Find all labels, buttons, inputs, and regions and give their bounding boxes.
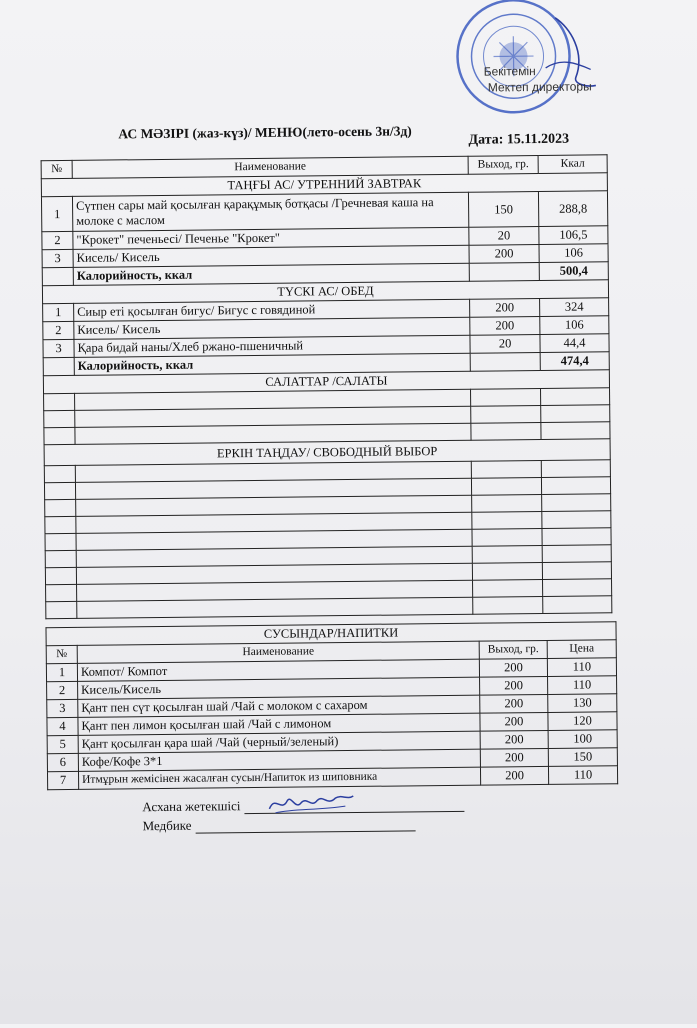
row-kcal: 106 bbox=[540, 316, 609, 335]
row-output: 200 bbox=[480, 694, 548, 713]
row-name: Қант пен сүт қосылған шай /Чай с молоком с сахаром bbox=[78, 695, 480, 717]
date-line bbox=[468, 132, 569, 149]
header-price: Цена bbox=[547, 640, 616, 659]
row-num: 1 bbox=[41, 196, 72, 231]
row-name: Итмұрын жемісінен жасалған сусын/Напиток из шиповника bbox=[78, 767, 480, 789]
row-num: 3 bbox=[42, 249, 73, 267]
header-num: № bbox=[46, 645, 77, 663]
row-num: 2 bbox=[43, 321, 74, 339]
row-price: 110 bbox=[548, 766, 617, 785]
row-output: 200 bbox=[480, 748, 548, 767]
header-output: Выход, гр. bbox=[468, 156, 538, 175]
section-lunch: ТҮСКІ АС/ ОБЕД bbox=[42, 280, 608, 304]
section-breakfast: ТАҢҒЫ АС/ УТРЕННИЙ ЗАВТРАК bbox=[41, 173, 607, 197]
row-output: 150 bbox=[468, 192, 538, 228]
row-num: 3 bbox=[43, 339, 74, 357]
total-value: 500,4 bbox=[539, 262, 608, 281]
row-output: 200 bbox=[480, 766, 548, 785]
total-label: Калорийность, ккал bbox=[73, 263, 469, 285]
date-value: 15.11.2023 bbox=[506, 131, 570, 148]
row-output: 200 bbox=[470, 299, 540, 318]
total-value: 474,4 bbox=[540, 352, 609, 371]
section-free-choice: ЕРКІН ТАҢДАУ/ СВОБОДНЫЙ ВЫБОР bbox=[44, 439, 610, 466]
row-name: Кисель/ Кисель bbox=[73, 245, 469, 267]
row-name: Қант пен лимон қосылған шай /Чай с лимоном bbox=[78, 713, 480, 735]
row-output: 200 bbox=[469, 245, 539, 264]
nurse-label: Медбике bbox=[142, 817, 192, 834]
row-kcal: 44,4 bbox=[540, 334, 609, 353]
row-price: 100 bbox=[548, 730, 617, 749]
total-label: Калорийность, ккал bbox=[74, 353, 470, 375]
header-name: Наименование bbox=[72, 156, 468, 178]
row-num: 7 bbox=[47, 771, 78, 789]
row-num: 3 bbox=[47, 699, 78, 717]
cook-label: Асхана жетекшісі bbox=[142, 798, 241, 815]
header-name: Наименование bbox=[77, 641, 479, 663]
row-output: 200 bbox=[470, 317, 540, 336]
row-name: Кисель/Кисель bbox=[78, 677, 480, 699]
page-title: АС МӘЗІРІ (жаз-күз)/ МЕНЮ(лето-осень 3н/3д) bbox=[118, 123, 412, 142]
row-name: Қант қосылған қара шай /Чай (черный/зеленый) bbox=[78, 731, 480, 753]
stamp-caption-approve: Бекітемін bbox=[483, 64, 536, 79]
row-name: Кисель/ Кисель bbox=[74, 317, 470, 339]
row-num: 4 bbox=[47, 717, 78, 735]
row-name: Сиыр еті қосылған бигус/ Бигус с говядиной bbox=[74, 299, 470, 321]
row-price: 150 bbox=[548, 748, 617, 767]
row-output: 200 bbox=[480, 676, 548, 695]
handwritten-signature bbox=[265, 788, 355, 819]
table-row bbox=[41, 191, 607, 232]
row-price: 110 bbox=[548, 676, 617, 695]
section-salads: САЛАТТАР /САЛАТЫ bbox=[43, 370, 609, 394]
row-output: 20 bbox=[470, 335, 540, 354]
section-drinks: СУСЫНДАР/НАПИТКИ bbox=[46, 622, 616, 646]
row-price: 110 bbox=[547, 658, 616, 677]
row-price: 120 bbox=[548, 712, 617, 731]
row-num: 1 bbox=[46, 663, 77, 681]
row-name: Кофе/Кофе 3*1 bbox=[78, 749, 480, 771]
row-output: 200 bbox=[480, 730, 548, 749]
header-num: № bbox=[41, 160, 72, 178]
row-num: 1 bbox=[43, 303, 74, 321]
row-output: 200 bbox=[480, 712, 548, 731]
row-kcal: 324 bbox=[540, 298, 609, 317]
row-output: 200 bbox=[479, 658, 547, 677]
nurse-signature-line bbox=[142, 815, 415, 834]
row-name: Сүтпен сары май қосылған қарақұмық ботқасы /Гречневая каша на молоке с маслом bbox=[72, 192, 468, 231]
row-price: 130 bbox=[548, 694, 617, 713]
row-name: "Крокет" печеньесі/ Печенье "Крокет" bbox=[73, 227, 469, 249]
row-kcal: 106,5 bbox=[539, 226, 608, 245]
date-label: Дата: bbox=[468, 132, 504, 148]
row-num: 5 bbox=[47, 735, 78, 753]
stamp-caption-director: Мектеп директоры bbox=[487, 79, 592, 95]
drinks-table bbox=[45, 621, 618, 790]
row-kcal: 106 bbox=[539, 244, 608, 263]
header-output: Выход, гр. bbox=[479, 640, 547, 659]
row-num: 6 bbox=[47, 753, 78, 771]
row-name: Қара бидай наны/Хлеб ржано-пшеничный bbox=[74, 335, 470, 357]
row-num: 2 bbox=[47, 681, 78, 699]
row-kcal: 288,8 bbox=[538, 191, 607, 227]
menu-table bbox=[41, 154, 613, 619]
row-num: 2 bbox=[42, 231, 73, 249]
header-kcal: Ккал bbox=[538, 155, 607, 174]
row-name: Компот/ Компот bbox=[77, 659, 479, 681]
row-output: 20 bbox=[469, 227, 539, 246]
